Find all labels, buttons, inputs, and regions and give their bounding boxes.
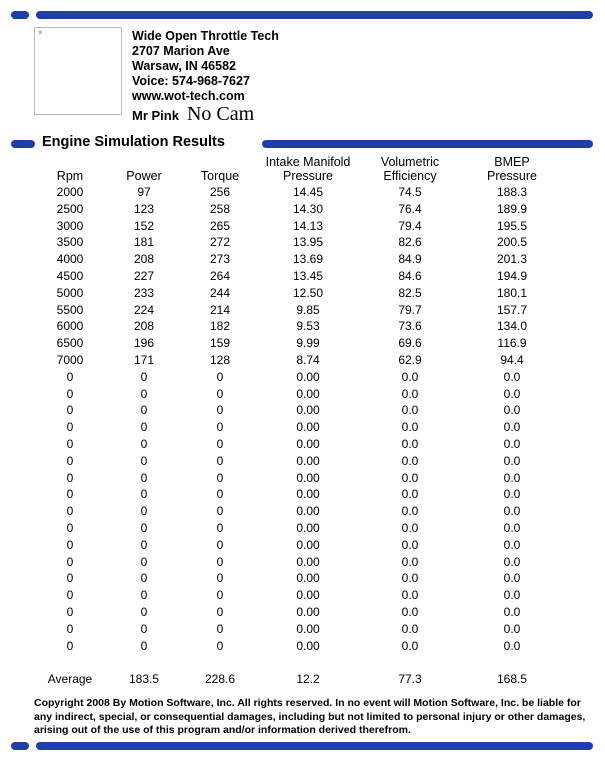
table-cell: 0 [140, 436, 148, 451]
table-row [36, 638, 564, 655]
table-cell: 0 [66, 403, 74, 418]
table-row [36, 201, 564, 218]
profile-name: Mr Pink [132, 108, 179, 123]
table-cell: 0 [66, 520, 74, 535]
table-cell: 0.0 [503, 604, 521, 619]
table-cell: 0.0 [503, 520, 521, 535]
column-header-line1 [184, 155, 256, 169]
table-header-row [36, 155, 564, 184]
table-cell: 189.9 [496, 201, 528, 216]
table-cell: 0 [216, 436, 224, 451]
table-row [36, 302, 564, 319]
table-cell: 0 [140, 621, 148, 636]
table-cell: 196 [133, 336, 155, 351]
table-cell: 0 [140, 588, 148, 603]
table-cell: 0 [140, 571, 148, 586]
table-cell: 0.0 [401, 403, 419, 418]
table-cell: 0 [66, 470, 74, 485]
table-row [36, 621, 564, 638]
table-cell: 0.0 [503, 470, 521, 485]
table-cell: 0.0 [401, 453, 419, 468]
copyright-notice: Copyright 2008 By Motion Software, Inc. All rights reserved. In no event will Motion Software, Inc. be liable for any indirect, special, or consequential damages, including but not limited to personal injury or other damages, arising out of the use of this program and/or information derived therefrom. [34, 697, 586, 736]
table-cell: 224 [133, 302, 155, 317]
table-cell: 0.0 [401, 487, 419, 502]
footer-accent-bar [36, 742, 593, 750]
table-cell: 0 [216, 604, 224, 619]
table-row [36, 470, 564, 487]
table-cell: 0.00 [296, 386, 320, 401]
table-row [36, 604, 564, 621]
table-row [36, 234, 564, 251]
table-cell: 5500 [56, 302, 84, 317]
table-cell: 0.0 [401, 504, 419, 519]
column-header-line1: Intake Manifold [265, 155, 351, 169]
table-cell: 0.0 [503, 571, 521, 586]
table-cell: 0 [216, 554, 224, 569]
average-row [36, 670, 564, 687]
table-cell: 0 [140, 386, 148, 401]
table-row [36, 436, 564, 453]
table-cell: 128 [209, 352, 231, 367]
table-cell: 0.00 [296, 403, 320, 418]
column-header-line1 [104, 155, 184, 169]
table-row [36, 268, 564, 285]
section-title: Engine Simulation Results [42, 134, 225, 150]
table-cell: 0.0 [401, 436, 419, 451]
table-cell: 182 [209, 319, 231, 334]
table-cell: 0.00 [296, 588, 320, 603]
table-cell: 0.0 [503, 487, 521, 502]
table-cell: 244 [209, 285, 231, 300]
average-cell: 168.5 [496, 671, 528, 686]
table-cell: 0.00 [296, 638, 320, 653]
table-cell: 157.7 [496, 302, 528, 317]
table-cell: 84.9 [398, 252, 422, 267]
column-header [184, 155, 256, 184]
table-cell: 0 [216, 537, 224, 552]
table-row [36, 486, 564, 503]
table-cell: 200.5 [496, 235, 528, 250]
table-cell: 0.0 [401, 470, 419, 485]
average-label: Average [47, 671, 93, 686]
table-cell: 13.95 [292, 235, 324, 250]
table-cell: 69.6 [398, 336, 422, 351]
table-cell: 0 [216, 638, 224, 653]
table-cell: 0 [216, 621, 224, 636]
table-cell: 0 [66, 621, 74, 636]
average-table [36, 670, 564, 687]
table-cell: 0 [216, 520, 224, 535]
table-cell: 214 [209, 302, 231, 317]
column-header-line2: Rpm [56, 169, 84, 183]
table-cell: 2500 [56, 201, 84, 216]
table-cell: 4500 [56, 268, 84, 283]
table-cell: 0 [216, 571, 224, 586]
table-cell: 194.9 [496, 268, 528, 283]
table-cell: 159 [209, 336, 231, 351]
table-cell: 0 [216, 470, 224, 485]
table-cell: 0.0 [503, 436, 521, 451]
table-cell: 0 [140, 638, 148, 653]
column-header-line2: Torque [200, 169, 240, 183]
column-header [36, 155, 104, 184]
table-row [36, 386, 564, 403]
column-header-line1: BMEP [494, 155, 530, 169]
table-row [36, 352, 564, 369]
table-row [36, 453, 564, 470]
table-cell: 0 [66, 420, 74, 435]
table-cell: 0 [216, 403, 224, 418]
table-cell: 14.13 [292, 218, 324, 233]
table-cell: 0.0 [401, 537, 419, 552]
table-cell: 273 [209, 252, 231, 267]
column-header [104, 155, 184, 184]
table-cell: 97 [137, 185, 151, 199]
table-cell: 6500 [56, 336, 84, 351]
table-cell: 0.0 [503, 504, 521, 519]
company-info [132, 29, 279, 104]
table-cell: 14.30 [292, 201, 324, 216]
table-cell: 0.0 [503, 638, 521, 653]
table-cell: 0 [66, 504, 74, 519]
table-cell: 208 [133, 252, 155, 267]
table-row [36, 318, 564, 335]
table-cell: 201.3 [496, 252, 528, 267]
profile-line [132, 103, 254, 126]
table-cell: 0 [66, 554, 74, 569]
table-cell: 0 [140, 604, 148, 619]
table-cell: 0.0 [503, 386, 521, 401]
table-cell: 0 [140, 537, 148, 552]
table-cell: 3500 [56, 235, 84, 250]
table-row [36, 218, 564, 235]
table-cell: 0 [216, 588, 224, 603]
table-cell: 0 [140, 470, 148, 485]
table-cell: 233 [133, 285, 155, 300]
table-cell: 13.45 [292, 268, 324, 283]
table-cell: 227 [133, 268, 155, 283]
profile-cam: No Cam [186, 103, 255, 125]
section-accent-cap [11, 140, 35, 148]
table-cell: 0 [140, 487, 148, 502]
table-cell: 152 [133, 218, 155, 233]
table-cell: 181 [133, 235, 155, 250]
table-cell: 0 [216, 504, 224, 519]
table-cell: 76.4 [398, 201, 422, 216]
table-cell: 0.0 [401, 369, 419, 384]
table-row [36, 369, 564, 386]
table-cell: 79.7 [398, 302, 422, 317]
table-cell: 0.00 [296, 621, 320, 636]
average-cell: 77.3 [398, 671, 422, 686]
table-cell: 0.00 [296, 520, 320, 535]
table-cell: 0 [216, 487, 224, 502]
column-header [360, 155, 460, 184]
table-cell: 0.0 [401, 571, 419, 586]
table-cell: 0.0 [503, 588, 521, 603]
table-cell: 0 [140, 554, 148, 569]
table-cell: 0 [140, 369, 148, 384]
table-cell: 0 [140, 504, 148, 519]
column-header-line1: Volumetric [380, 155, 440, 169]
table-cell: 195.5 [496, 218, 528, 233]
table-row [36, 554, 564, 571]
company-website: www.wot-tech.com [132, 89, 245, 103]
results-table [36, 155, 564, 654]
table-cell: 13.69 [292, 252, 324, 267]
table-row [36, 419, 564, 436]
table-cell: 0 [216, 369, 224, 384]
table-cell: 74.5 [398, 185, 422, 199]
table-cell: 0.0 [503, 420, 521, 435]
column-header [256, 155, 360, 184]
table-cell: 62.9 [398, 352, 422, 367]
table-cell: 0 [66, 571, 74, 586]
table-cell: 0 [140, 520, 148, 535]
table-cell: 134.0 [496, 319, 528, 334]
header-accent-bar [36, 11, 593, 19]
table-row [36, 520, 564, 537]
table-row [36, 503, 564, 520]
table-cell: 0.0 [401, 386, 419, 401]
table-cell: 0 [66, 537, 74, 552]
table-cell: 0 [66, 604, 74, 619]
table-cell: 0.0 [401, 638, 419, 653]
table-cell: 0.00 [296, 420, 320, 435]
table-cell: 123 [133, 201, 155, 216]
table-cell: 116.9 [497, 336, 527, 351]
table-cell: 6000 [56, 319, 84, 334]
table-cell: 0 [66, 436, 74, 451]
company-phone: Voice: 574-968-7627 [132, 74, 250, 88]
table-cell: 0.0 [401, 554, 419, 569]
table-cell: 0 [66, 369, 74, 384]
table-cell: 4000 [56, 252, 84, 267]
table-cell: 0.00 [296, 537, 320, 552]
table-row [36, 587, 564, 604]
table-cell: 0 [66, 386, 74, 401]
table-cell: 256 [209, 185, 231, 199]
table-cell: 82.5 [398, 285, 422, 300]
table-cell: 0.00 [296, 504, 320, 519]
table-cell: 0.0 [503, 554, 521, 569]
column-header-line2: Efficiency [383, 169, 437, 183]
column-header-line2: Pressure [486, 169, 538, 183]
table-cell: 0 [140, 403, 148, 418]
table-cell: 208 [133, 319, 155, 334]
table-cell: 9.99 [296, 336, 320, 351]
table-cell: 12.50 [292, 285, 324, 300]
table-cell: 0.0 [503, 537, 521, 552]
table-cell: 0.00 [296, 571, 320, 586]
table-cell: 0.0 [503, 621, 521, 636]
table-cell: 0.0 [401, 520, 419, 535]
table-cell: 0 [216, 386, 224, 401]
company-name: Wide Open Throttle Tech [132, 29, 279, 43]
table-cell: 9.85 [296, 302, 320, 317]
header-accent-cap [11, 11, 29, 19]
table-cell: 0.0 [503, 453, 521, 468]
table-cell: 264 [209, 268, 231, 283]
average-cell: 183.5 [128, 671, 160, 686]
table-cell: 0.0 [401, 588, 419, 603]
table-cell: 0.00 [296, 470, 320, 485]
table-cell: 0 [140, 420, 148, 435]
table-cell: 7000 [56, 352, 84, 367]
column-header-line2: Pressure [282, 169, 334, 183]
table-cell: 82.6 [398, 235, 422, 250]
table-cell: 8.74 [296, 352, 320, 367]
table-row [36, 184, 564, 201]
table-cell: 0 [66, 487, 74, 502]
average-cell: 12.2 [296, 671, 320, 686]
company-city: Warsaw, IN 46582 [132, 59, 236, 73]
table-cell: 9.53 [296, 319, 320, 334]
table-cell: 2000 [56, 185, 84, 199]
table-cell: 0.0 [503, 403, 521, 418]
table-cell: 0 [216, 420, 224, 435]
logo-placeholder [34, 27, 122, 115]
section-accent-bar [262, 140, 593, 148]
company-street: 2707 Marion Ave [132, 44, 230, 58]
table-cell: 258 [209, 201, 231, 216]
column-header [460, 155, 564, 184]
table-row [36, 402, 564, 419]
column-header-line1 [36, 155, 104, 169]
table-cell: 0.0 [401, 604, 419, 619]
broken-image-icon: × [38, 28, 43, 37]
table-cell: 272 [209, 235, 231, 250]
table-cell: 0 [66, 588, 74, 603]
table-cell: 0 [140, 453, 148, 468]
table-cell: 171 [133, 352, 155, 367]
table-cell: 188.3 [496, 185, 528, 199]
table-cell: 180.1 [496, 285, 528, 300]
table-cell: 265 [209, 218, 231, 233]
table-cell: 0.0 [503, 369, 521, 384]
table-cell: 0 [216, 453, 224, 468]
table-cell: 73.6 [398, 319, 422, 334]
table-row [36, 537, 564, 554]
table-cell: 84.6 [398, 268, 422, 283]
table-cell: 3000 [56, 218, 84, 233]
table-cell: 5000 [56, 285, 84, 300]
table-cell: 0 [66, 638, 74, 653]
table-cell: 0.0 [401, 621, 419, 636]
table-cell: 0.00 [296, 554, 320, 569]
table-cell: 0.00 [296, 436, 320, 451]
table-row [36, 335, 564, 352]
table-cell: 0.00 [296, 604, 320, 619]
table-cell: 0.00 [296, 453, 320, 468]
table-cell: 14.45 [292, 185, 324, 199]
table-row [36, 285, 564, 302]
table-cell: 0.00 [296, 369, 320, 384]
table-cell: 0.0 [401, 420, 419, 435]
column-header-line2: Power [126, 169, 162, 183]
average-cell: 228.6 [204, 671, 236, 686]
table-cell: 94.4 [500, 352, 524, 367]
table-cell: 0 [66, 453, 74, 468]
footer-accent-cap [11, 742, 29, 750]
table-row [36, 251, 564, 268]
table-cell: 79.4 [398, 218, 422, 233]
table-cell: 0.00 [296, 487, 320, 502]
table-row [36, 570, 564, 587]
